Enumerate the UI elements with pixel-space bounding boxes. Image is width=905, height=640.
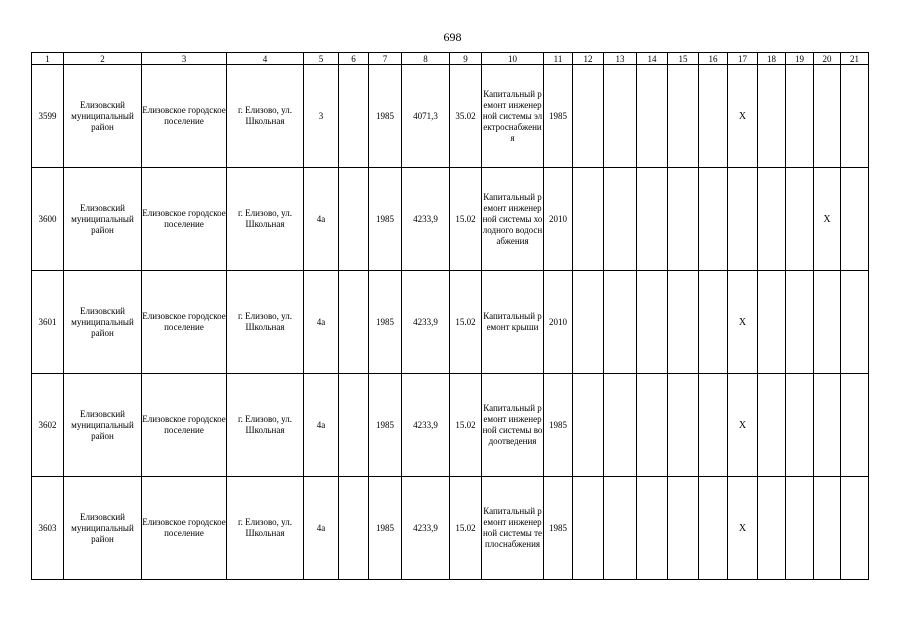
- col9-cell: 15.02: [450, 477, 482, 580]
- column-header: 3: [142, 53, 227, 65]
- mark-cell: [604, 477, 637, 580]
- mark-cell: [786, 168, 814, 271]
- area-cell: 4071,3: [402, 65, 450, 168]
- column-header: 17: [728, 53, 758, 65]
- district-cell: Елизовский муниципальный район: [64, 477, 142, 580]
- row-number-cell: 3602: [32, 374, 64, 477]
- year-built-cell: 1985: [369, 374, 402, 477]
- mark-cell: [668, 65, 699, 168]
- mark-cell: [728, 168, 758, 271]
- mark-cell: [841, 374, 869, 477]
- mark-cell: [637, 477, 668, 580]
- col9-cell: 15.02: [450, 374, 482, 477]
- district-cell: Елизовский муниципальный район: [64, 374, 142, 477]
- mark-cell: [604, 271, 637, 374]
- column-header: 6: [339, 53, 369, 65]
- column-header: 8: [402, 53, 450, 65]
- mark-cell: [758, 374, 786, 477]
- mark-cell: [758, 65, 786, 168]
- house-cell: 4а: [304, 271, 339, 374]
- mark-cell: [604, 374, 637, 477]
- mark-cell: [604, 65, 637, 168]
- mark-cell: [786, 374, 814, 477]
- mark-cell: [637, 168, 668, 271]
- mark-cell: [814, 374, 841, 477]
- row-number-cell: 3601: [32, 271, 64, 374]
- district-cell: Елизовский муниципальный район: [64, 168, 142, 271]
- mark-cell: [758, 271, 786, 374]
- mark-cell: [573, 477, 604, 580]
- address-cell: г. Елизово, ул. Школьная: [227, 477, 304, 580]
- mark-cell: [637, 374, 668, 477]
- column-header: 13: [604, 53, 637, 65]
- mark-cell: X: [728, 65, 758, 168]
- column-header: 16: [699, 53, 728, 65]
- mark-cell: [573, 374, 604, 477]
- year-built-cell: 1985: [369, 271, 402, 374]
- col6-cell: [339, 477, 369, 580]
- column-header: 15: [668, 53, 699, 65]
- col6-cell: [339, 65, 369, 168]
- district-cell: Елизовский муниципальный район: [64, 271, 142, 374]
- mark-cell: [573, 271, 604, 374]
- mark-cell: [841, 168, 869, 271]
- mark-cell: [786, 271, 814, 374]
- house-cell: 4а: [304, 168, 339, 271]
- col6-cell: [339, 168, 369, 271]
- address-cell: г. Елизово, ул. Школьная: [227, 271, 304, 374]
- mark-cell: [786, 477, 814, 580]
- mark-cell: [668, 374, 699, 477]
- table-row: [32, 65, 869, 168]
- column-header: 11: [544, 53, 573, 65]
- mark-cell: [758, 168, 786, 271]
- row-number-cell: 3599: [32, 65, 64, 168]
- mark-cell: [699, 374, 728, 477]
- table-row: [32, 271, 869, 374]
- header-row: [32, 53, 869, 65]
- mark-cell: [758, 477, 786, 580]
- area-cell: 4233,9: [402, 374, 450, 477]
- mark-cell: X: [728, 374, 758, 477]
- address-cell: г. Елизово, ул. Школьная: [227, 374, 304, 477]
- mark-cell: [637, 65, 668, 168]
- mark-cell: [573, 65, 604, 168]
- mark-cell: [699, 65, 728, 168]
- column-header: 20: [814, 53, 841, 65]
- table-row: [32, 374, 869, 477]
- column-header: 9: [450, 53, 482, 65]
- col9-cell: 15.02: [450, 168, 482, 271]
- mark-cell: [814, 477, 841, 580]
- mark-cell: [841, 271, 869, 374]
- column-header: 14: [637, 53, 668, 65]
- mark-cell: [668, 271, 699, 374]
- area-cell: 4233,9: [402, 271, 450, 374]
- settlement-cell: Елизовское городское поселение: [142, 374, 227, 477]
- mark-cell: [699, 271, 728, 374]
- column-header: 5: [304, 53, 339, 65]
- district-cell: Елизовский муниципальный район: [64, 65, 142, 168]
- work-type-cell: Капитальный ремонт инженерной системы теплоснабжения: [482, 477, 544, 580]
- mark-cell: X: [814, 168, 841, 271]
- mark-cell: [604, 168, 637, 271]
- mark-cell: [668, 477, 699, 580]
- col6-cell: [339, 271, 369, 374]
- settlement-cell: Елизовское городское поселение: [142, 168, 227, 271]
- house-cell: 3: [304, 65, 339, 168]
- area-cell: 4233,9: [402, 477, 450, 580]
- year-cell: 1985: [544, 477, 573, 580]
- mark-cell: [814, 65, 841, 168]
- year-built-cell: 1985: [369, 477, 402, 580]
- year-built-cell: 1985: [369, 168, 402, 271]
- work-type-cell: Капитальный ремонт инженерной системы водоотведения: [482, 374, 544, 477]
- work-type-cell: Капитальный ремонт инженерной системы электроснабжения: [482, 65, 544, 168]
- column-header: 18: [758, 53, 786, 65]
- table-row: [32, 168, 869, 271]
- row-number-cell: 3603: [32, 477, 64, 580]
- year-cell: 2010: [544, 271, 573, 374]
- mark-cell: X: [728, 271, 758, 374]
- mark-cell: [699, 477, 728, 580]
- year-built-cell: 1985: [369, 65, 402, 168]
- table-row: [32, 477, 869, 580]
- mark-cell: [668, 168, 699, 271]
- mark-cell: [841, 477, 869, 580]
- settlement-cell: Елизовское городское поселение: [142, 477, 227, 580]
- settlement-cell: Елизовское городское поселение: [142, 271, 227, 374]
- mark-cell: X: [728, 477, 758, 580]
- address-cell: г. Елизово, ул. Школьная: [227, 168, 304, 271]
- col6-cell: [339, 374, 369, 477]
- column-header: 10: [482, 53, 544, 65]
- year-cell: 1985: [544, 65, 573, 168]
- register-table: [31, 52, 869, 580]
- column-header: 21: [841, 53, 869, 65]
- mark-cell: [786, 65, 814, 168]
- address-cell: г. Елизово, ул. Школьная: [227, 65, 304, 168]
- column-header: 12: [573, 53, 604, 65]
- column-header: 4: [227, 53, 304, 65]
- work-type-cell: Капитальный ремонт инженерной системы холодного водоснабжения: [482, 168, 544, 271]
- mark-cell: [841, 65, 869, 168]
- column-header: 1: [32, 53, 64, 65]
- year-cell: 1985: [544, 374, 573, 477]
- column-header: 2: [64, 53, 142, 65]
- mark-cell: [637, 271, 668, 374]
- column-header: 19: [786, 53, 814, 65]
- settlement-cell: Елизовское городское поселение: [142, 65, 227, 168]
- house-cell: 4а: [304, 374, 339, 477]
- house-cell: 4а: [304, 477, 339, 580]
- col9-cell: 35.02: [450, 65, 482, 168]
- area-cell: 4233,9: [402, 168, 450, 271]
- row-number-cell: 3600: [32, 168, 64, 271]
- mark-cell: [814, 271, 841, 374]
- work-type-cell: Капитальный ремонт крыши: [482, 271, 544, 374]
- mark-cell: [699, 168, 728, 271]
- column-header: 7: [369, 53, 402, 65]
- year-cell: 2010: [544, 168, 573, 271]
- page-number: 698: [443, 30, 462, 44]
- mark-cell: [573, 168, 604, 271]
- col9-cell: 15.02: [450, 271, 482, 374]
